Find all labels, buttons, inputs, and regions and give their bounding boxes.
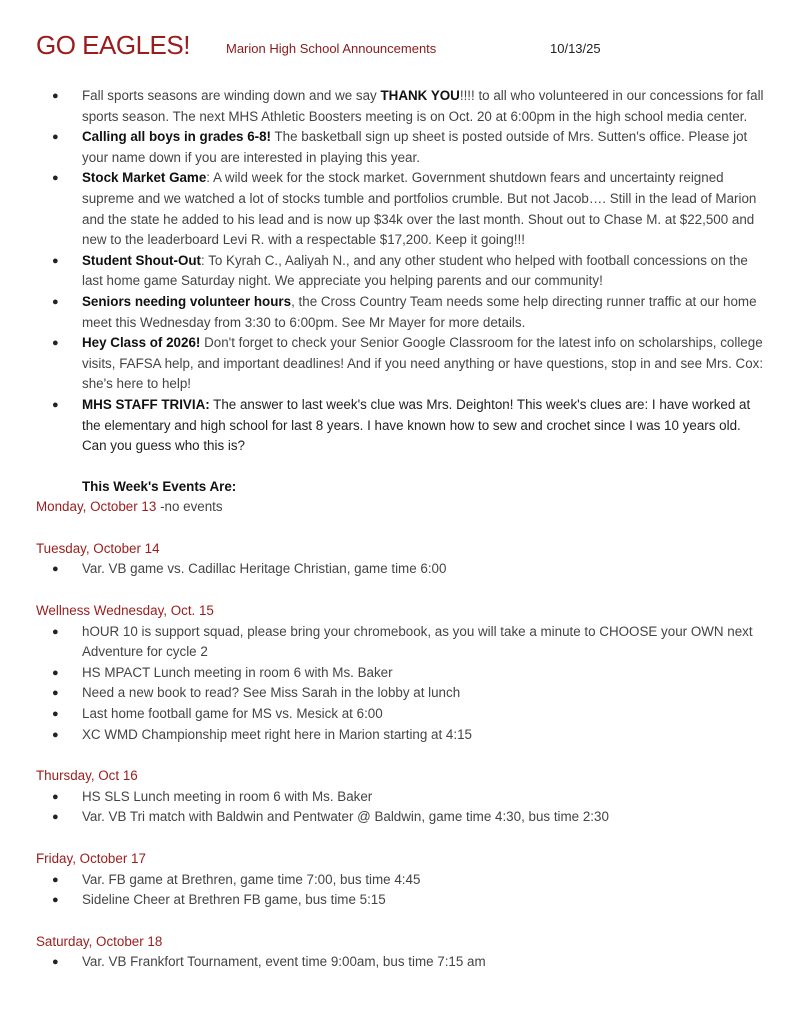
day-label: Monday, October 13 [36, 499, 157, 515]
day-label: Tuesday, October 14 [36, 540, 160, 556]
document-body [36, 86, 766, 973]
bullet-icon: ● [52, 728, 59, 741]
day-heading [36, 932, 766, 953]
announcement-text: The answer to last week's clue was Mrs. Deighton! This week's clues are: I have worked at the elementary and high school for last 8 years. I have known how to sew and crochet since I was 10 years old. Can you guess who this is? [82, 396, 751, 454]
event-text: Sideline Cheer at Brethren FB game, bus time 5:15 [82, 892, 386, 908]
event-item [36, 683, 766, 704]
announcement-text: : To Kyrah C., Aaliyah N., and any other student who helped with football concessions on the last home game Saturday night. We appreciate you helping parents and our community! [82, 252, 748, 289]
event-item [36, 663, 766, 684]
bullet-icon: ● [52, 873, 59, 886]
announcements-list [36, 86, 766, 457]
day-events [36, 622, 766, 746]
bullet-icon: ● [52, 956, 59, 969]
bullet-icon: ● [52, 790, 59, 803]
bullet-icon: ● [52, 90, 59, 102]
announcement-bold: Student Shout-Out [82, 252, 201, 268]
announcement-item [36, 251, 766, 292]
event-text: Var. FB game at Brethren, game time 7:00, bus time 4:45 [82, 871, 421, 887]
bullet-icon: ● [52, 337, 59, 350]
day-label: Thursday, Oct 16 [36, 768, 138, 784]
announcement-text: : A wild week for the stock market. Government shutdown fears and uncertainty reigned supreme and we watched a lot of stocks tumble and portfolios crumble. But not Jacob…. Still in the lead of Marion and the state he added to his lead and is now up $34k over the last month. Shout out to Chase M. at $22,500 and new to the leaderboard Levi R. with a respectable $17,200. Keep it going!!! [82, 170, 757, 248]
day-events [36, 870, 766, 911]
announcement-item [36, 292, 766, 333]
event-text: Need a new book to read? See Miss Sarah in the lobby at lunch [82, 685, 461, 701]
announcement-text: Fall sports seasons are winding down and we say [82, 88, 381, 103]
event-text: hOUR 10 is support squad, please bring your chromebook, as you will take a minute to CHOOSE your OWN next Adventure for cycle 2 [82, 623, 753, 660]
event-item [36, 870, 766, 891]
event-item [36, 559, 766, 580]
page-subtitle: Marion High School Announcements [226, 41, 437, 56]
event-text: Var. VB Frankfort Tournament, event time 9:00am, bus time 7:15 am [82, 954, 486, 970]
day-events [36, 559, 766, 580]
announcement-bold: THANK YOU [380, 88, 460, 103]
header [36, 30, 776, 66]
announcement-bold: Hey Class of 2026! [82, 335, 201, 351]
bullet-icon: ● [52, 295, 59, 308]
day-heading [36, 849, 766, 870]
day-heading [36, 601, 766, 622]
spacer [36, 745, 766, 766]
announcement-item [36, 168, 766, 250]
day-heading [36, 539, 766, 560]
event-item [36, 807, 766, 828]
bullet-icon: ● [52, 131, 59, 144]
event-item [36, 622, 766, 663]
bullet-icon: ● [52, 708, 59, 721]
event-text: Var. VB game vs. Cadillac Heritage Christian, game time 6:00 [82, 561, 447, 577]
spacer [36, 580, 766, 601]
bullet-icon: ● [52, 625, 59, 638]
announcement-bold: MHS STAFF TRIVIA: [82, 396, 210, 412]
day-events [36, 952, 766, 973]
event-text: Var. VB Tri match with Baldwin and Pentwater @ Baldwin, game time 4:30, bus time 2:30 [82, 809, 609, 825]
bullet-icon: ● [52, 687, 59, 700]
day-label: Friday, October 17 [36, 851, 146, 866]
day-note: -no events [156, 499, 223, 515]
day-label: Saturday, October 18 [36, 933, 163, 949]
event-item [36, 725, 766, 746]
announcement-item [36, 86, 766, 127]
announcement-bold: Seniors needing volunteer hours [82, 293, 292, 309]
event-item [36, 704, 766, 725]
announcement-text: !!!! to all who volunteered in our concessions for fall sports season. The next MHS Athletic Boosters meeting is on Oct. 20 at 6:00pm in the high school media center. [82, 88, 764, 124]
bullet-icon: ● [52, 398, 59, 411]
event-text: HS SLS Lunch meeting in room 6 with Ms. Baker [82, 788, 373, 804]
day-label: Wellness Wednesday, Oct. 15 [36, 603, 214, 619]
day-heading [36, 766, 766, 787]
announcement-text: The basketball sign up sheet is posted outside of Mrs. Sutten's office. Please jot your name down if you are interested in playing this year. [82, 129, 748, 165]
page-date: 10/13/25 [550, 41, 601, 56]
event-item [36, 952, 766, 973]
event-text: Last home football game for MS vs. Mesick at 6:00 [82, 706, 383, 722]
bullet-icon: ● [52, 254, 59, 267]
bullet-icon: ● [52, 172, 59, 185]
bullet-icon: ● [52, 666, 59, 679]
events-heading: This Week's Events Are: [82, 478, 237, 494]
announcement-bold: Calling all boys in grades 6-8! [82, 129, 272, 145]
announcement-item [36, 127, 766, 168]
announcement-item [36, 333, 766, 395]
announcement-bold: Stock Market Game [82, 170, 207, 186]
spacer [36, 518, 766, 539]
announcement-text: , the Cross Country Team needs some help directing runner traffic at our home meet this Wednesday from 3:30 to 6:00pm. See Mr Mayer for more details. [82, 293, 757, 330]
bullet-icon: ● [52, 563, 59, 576]
event-text: HS MPACT Lunch meeting in room 6 with Ms. Baker [82, 664, 393, 680]
day-heading [36, 497, 766, 518]
day-events [36, 787, 766, 828]
spacer [36, 828, 766, 849]
event-item [36, 890, 766, 911]
bullet-icon: ● [52, 894, 59, 907]
page-title: GO EAGLES! [36, 30, 190, 60]
spacer [36, 911, 766, 932]
event-text: XC WMD Championship meet right here in Marion starting at 4:15 [82, 726, 472, 742]
bullet-icon: ● [52, 811, 59, 824]
announcement-item [36, 395, 766, 457]
events-list [36, 497, 766, 973]
announcement-text: Don't forget to check your Senior Google Classroom for the latest info on scholarships, college visits, FAFSA help, and important deadlines! And if you need anything or have questions, stop in and see Mrs. Cox: she's here to help! [82, 335, 764, 392]
event-item [36, 787, 766, 808]
